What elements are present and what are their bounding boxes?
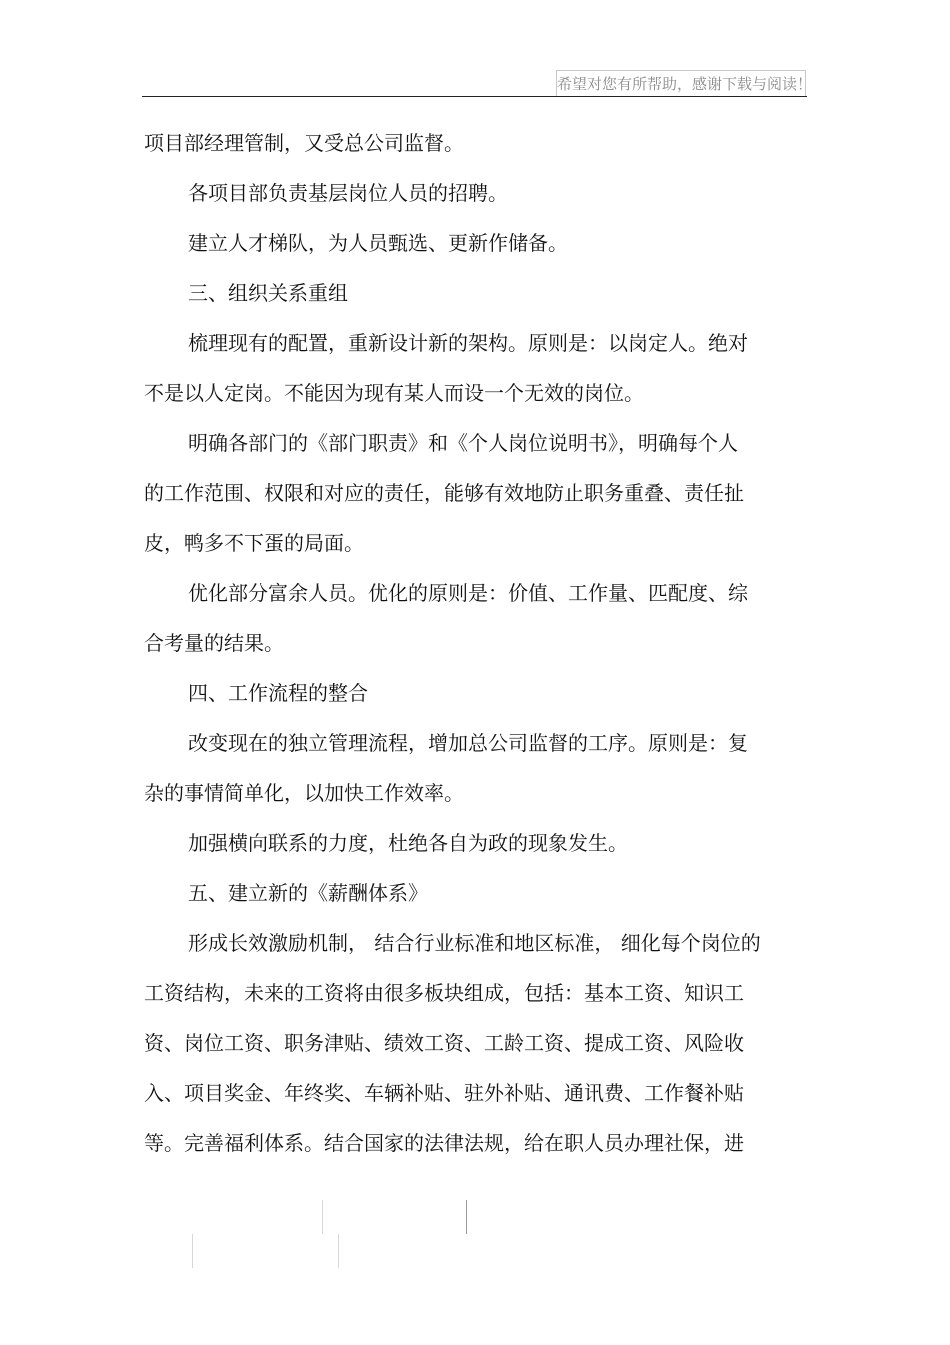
document-body [144, 118, 804, 1168]
header-note: 希望对您有所帮助，感谢下载与阅读！ [556, 70, 806, 96]
body-line: 工资结构，未来的工资将由很多板块组成，包括：基本工资、知识工 [144, 981, 744, 1005]
decorative-line [192, 1234, 193, 1268]
body-line: 梳理现有的配置，重新设计新的架构。原则是：以岗定人。绝对 [188, 331, 748, 355]
decorative-line [338, 1234, 339, 1268]
body-line: 形成长效激励机制， 结合行业标准和地区标准， 细化每个岗位的 [188, 931, 761, 955]
body-line: 各项目部负责基层岗位人员的招聘。 [188, 181, 508, 205]
body-line: 明确各部门的《部门职责》和《个人岗位说明书》，明确每个人 [188, 431, 738, 455]
body-line: 不是以人定岗。不能因为现有某人而设一个无效的岗位。 [144, 381, 644, 405]
body-line: 加强横向联系的力度，杜绝各自为政的现象发生。 [188, 831, 628, 855]
body-line: 优化部分富余人员。优化的原则是：价值、工作量、匹配度、综 [188, 581, 748, 605]
body-line: 项目部经理管制，又受总公司监督。 [144, 131, 464, 155]
body-line: 皮，鸭多不下蛋的局面。 [144, 531, 364, 555]
decorative-line [322, 1200, 323, 1234]
section-heading: 五、建立新的《薪酬体系》 [188, 881, 428, 905]
header-divider [142, 96, 807, 97]
body-line: 合考量的结果。 [144, 631, 284, 655]
body-line: 建立人才梯队，为人员甄选、更新作储备。 [188, 231, 568, 255]
body-line: 改变现在的独立管理流程，增加总公司监督的工序。原则是：复 [188, 731, 748, 755]
decorative-line [466, 1200, 467, 1234]
section-heading: 四、工作流程的整合 [188, 681, 368, 705]
section-heading: 三、组织关系重组 [188, 281, 348, 305]
body-line: 入、项目奖金、年终奖、车辆补贴、驻外补贴、通讯费、工作餐补贴 [144, 1081, 744, 1105]
body-line: 资、岗位工资、职务津贴、绩效工资、工龄工资、提成工资、风险收 [144, 1031, 744, 1055]
body-line: 杂的事情简单化，以加快工作效率。 [144, 781, 464, 805]
body-line: 的工作范围、权限和对应的责任，能够有效地防止职务重叠、责任扯 [144, 481, 744, 505]
body-line: 等。完善福利体系。结合国家的法律法规，给在职人员办理社保，进 [144, 1131, 744, 1155]
